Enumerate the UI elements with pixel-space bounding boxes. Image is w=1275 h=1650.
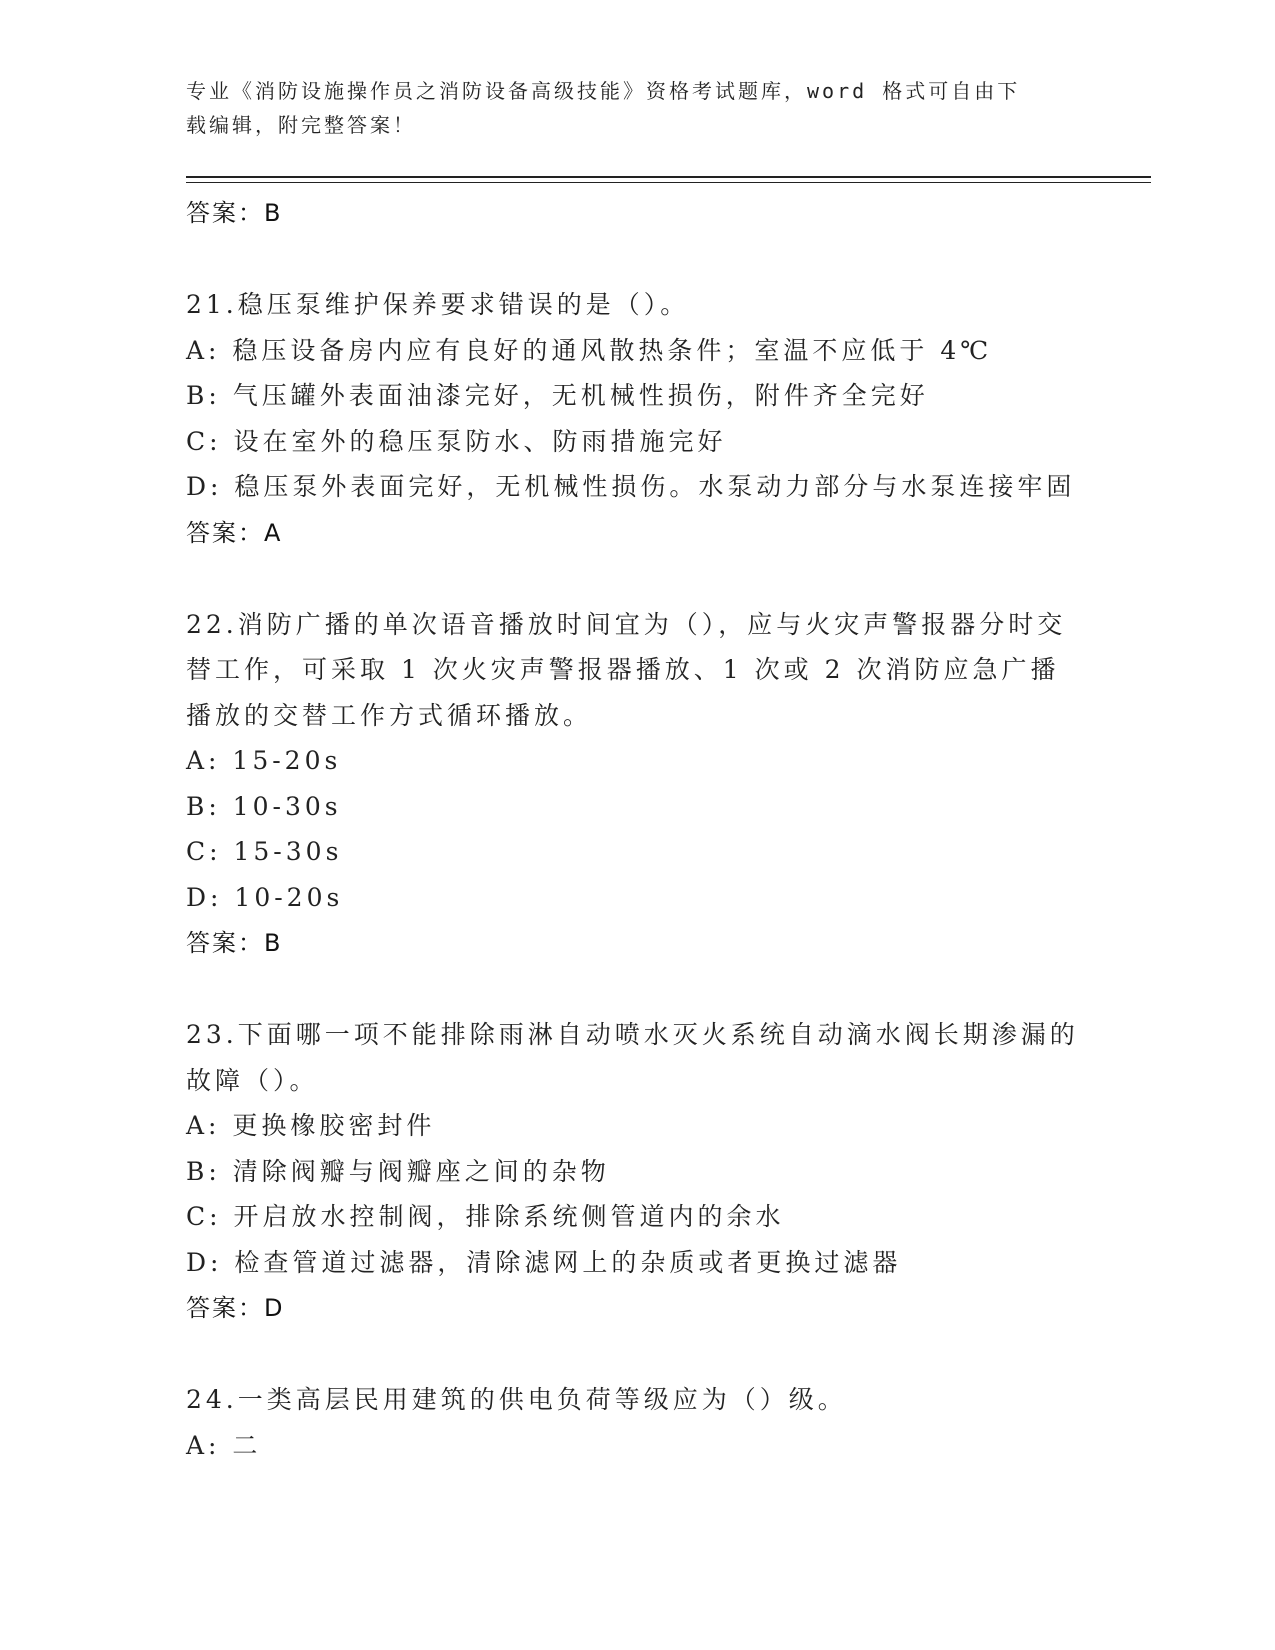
header-line-2: 载编辑，附完整答案！ [186,113,416,137]
option-d: D: 检查管道过滤器，清除滤网上的杂质或者更换过滤器 [186,1247,902,1277]
answer-prev: 答案：B [186,199,283,227]
question-24 [186,1377,1086,1468]
answer: 答案：A [186,518,283,547]
question-list [186,190,1086,1468]
option-c: C: 设在室外的稳压泵防水、防雨措施完好 [186,426,727,456]
question-stem: 23.下面哪一项不能排除雨淋自动喷水灭火系统自动滴水阀长期渗漏的故障（）。 [186,1020,1079,1095]
answer: 答案：D [186,1294,285,1322]
option-d: D: 10-20s [186,882,344,912]
answer: 答案：B [186,929,283,957]
question-stem: 21.稳压泵维护保养要求错误的是（）。 [186,290,690,319]
option-c: C: 开启放水控制阀，排除系统侧管道内的余水 [186,1202,785,1231]
option-a: A: 更换橡胶密封件 [186,1111,436,1140]
header-rule-thin [186,182,1151,183]
option-a: A: 15-20s [186,746,342,775]
option-b: B: 清除阀瓣与阀瓣座之间的杂物 [186,1156,610,1186]
header-line-1: 专业《消防设施操作员之消防设备高级技能》资格考试题库，word 格式可自由下 [186,79,1021,103]
question-22 [186,602,1086,967]
option-c: C: 15-30s [186,837,343,866]
option-d: D: 稳压泵外表面完好，无机械性损伤。水泵动力部分与水泵连接牢固 [186,472,1076,501]
spacer [186,236,1086,282]
option-b: B: 10-30s [186,791,342,821]
spacer [186,556,1086,602]
question-23 [186,1012,1086,1331]
question-21 [186,282,1086,556]
option-b: B: 气压罐外表面油漆完好，无机械性损伤，附件齐全完好 [186,381,929,410]
spacer [186,1331,1086,1377]
question-stem: 22.消防广播的单次语音播放时间宜为（），应与火灾声警报器分时交替工作，可采取 1 次火灾声警报器播放、1 次或 2 次消防应急广播播放的交替工作方式循环播放。 [186,609,1067,730]
spacer [186,966,1086,1012]
option-a: A: 二 [186,1430,262,1460]
option-a: A: 稳压设备房内应有良好的通风散热条件；室温不应低于 4℃ [186,335,993,365]
header-rule-thick [186,176,1151,178]
question-stem: 24.一类高层民用建筑的供电负荷等级应为（）级。 [186,1385,847,1414]
page-header [186,74,1066,142]
